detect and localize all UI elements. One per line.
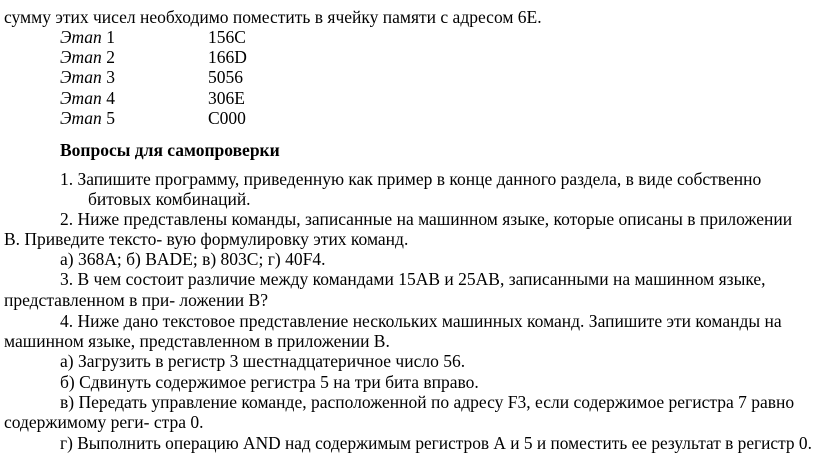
question-3-line-1: 3. В чем состоит различие между командами 15АВ и 25АВ, записанными на машинном языке, [60,269,766,289]
stage-number: 4 [106,88,115,108]
stage-number: 3 [106,67,115,87]
question-4-line-1: 4. Ниже дано текстовое представление нескольких машинных команд. Запишите эти команды на [60,311,782,331]
stage-word: Этап [60,88,102,108]
stage-word: Этап [60,67,102,87]
question-4-item-c-line-2: содержимому реги- стра 0. [4,412,204,432]
stage-row [60,27,246,47]
stage-code: C000 [208,108,246,128]
stage-row [60,108,246,128]
question-4-item-d: г) Выполнить операцию AND над содержимым регистров А и 5 и поместить ее результат в регистр 0. [60,433,812,453]
stage-word: Этап [60,47,102,67]
stage-row [60,88,245,108]
stage-number: 2 [106,47,115,67]
intro-text: сумму этих чисел необходимо поместить в ячейку памяти с адресом 6E. [4,7,542,27]
section-heading: Вопросы для самопроверки [60,140,280,160]
question-4-item-c-line-1: в) Передать управление команде, расположенной по адресу F3, если содержимое регистра 7 равно [60,392,795,412]
stage-row [60,67,243,87]
stage-row [60,47,247,67]
question-1-line-2: битовых комбинаций. [88,189,251,209]
stage-label [60,47,208,67]
stage-label [60,27,208,47]
stage-label [60,88,208,108]
question-4-line-2: машинном языке, представленном в приложении В. [4,331,390,351]
question-4-item-a: а) Загрузить в регистр 3 шестнадцатеричное число 56. [60,351,466,371]
stage-code: 5056 [208,67,243,87]
stage-number: 5 [106,108,115,128]
stage-word: Этап [60,27,102,47]
stage-code: 306E [208,88,245,108]
stage-code: 156C [208,27,246,47]
question-2-options: а) 368А; б) BADE; в) 803С; г) 40F4. [60,249,326,269]
stage-label [60,108,208,128]
stage-number: 1 [106,27,115,47]
question-1-line-1: 1. Запишите программу, приведенную как пример в конце данного раздела, в виде собственно [60,169,762,189]
stage-label [60,67,208,87]
stage-word: Этап [60,108,102,128]
question-3-line-2: представленном в при- ложении В? [4,290,268,310]
question-2-line-2: В. Приведите тексто- вую формулировку этих команд. [4,229,409,249]
question-4-item-b: б) Сдвинуть содержимое регистра 5 на три бита вправо. [60,372,479,392]
question-2-line-1: 2. Ниже представлены команды, записанные на машинном языке, которые описаны в приложении [60,209,793,229]
stage-code: 166D [208,47,247,67]
